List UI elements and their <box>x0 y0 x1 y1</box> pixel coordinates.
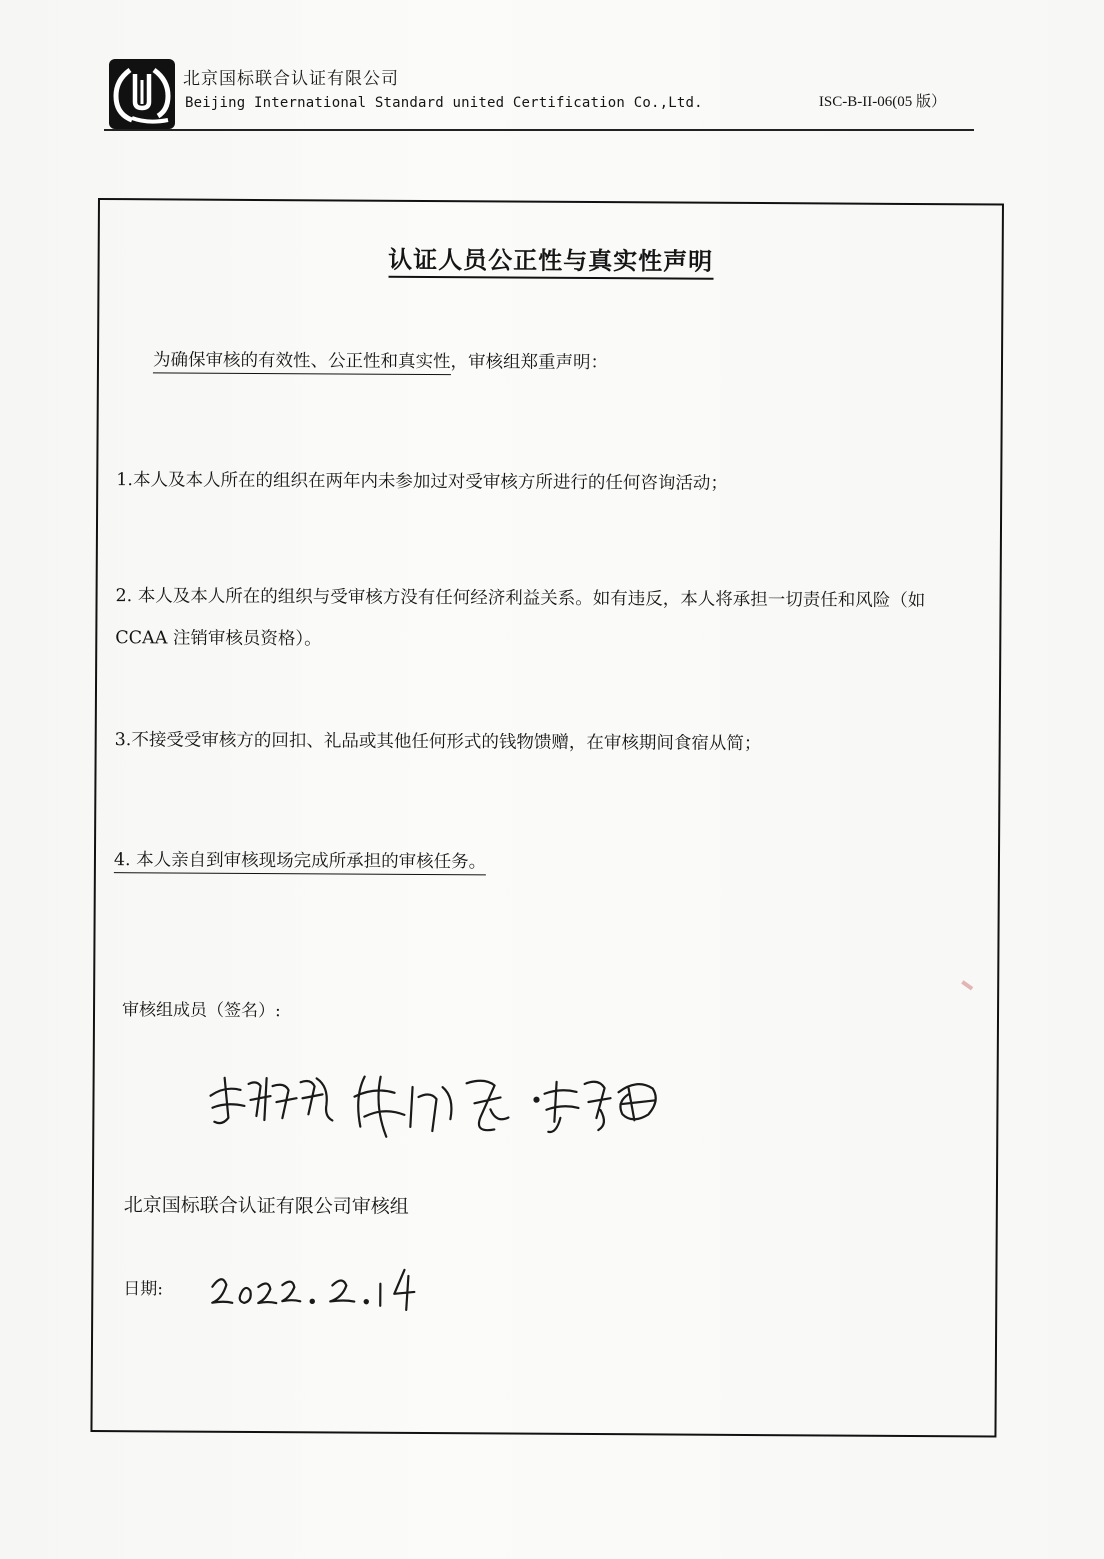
document-code: ISC-B-II-06(05 版） <box>818 94 946 110</box>
scan-artifact <box>961 980 973 990</box>
statement-item-2: 2. 本人及本人所在的组织与受审核方没有任何经济利益关系。如有违反，本人将承担一切责任和风险（如 CCAA 注销审核员资格）。 <box>115 586 926 650</box>
company-logo-icon <box>108 58 176 130</box>
intro-paragraph <box>153 340 1019 385</box>
statement-item-1: 1.本人及本人所在的组织在两年内未参加过对受审核方所进行的任何咨询活动； <box>116 470 729 494</box>
document-title: 认证人员公正性与真实性声明 <box>100 238 1002 279</box>
statement-frame <box>90 198 1004 1438</box>
statement-item-4: 4. 本人亲自到审核现场完成所承担的审核任务。 <box>114 840 980 885</box>
intro-underlined-text: 为确保审核的有效性、公正性和真实性 <box>153 350 451 375</box>
company-name-cn: 北京国标联合认证有限公司 <box>183 69 399 89</box>
audit-team-name: 北京国标联合认证有限公司审核组 <box>123 1194 409 1218</box>
signers-label: 审核组成员（签名）: <box>121 1000 281 1022</box>
statement-item-3: 3.不接受受审核方的回扣、礼品或其他任何形式的钱物馈赠，在审核期间食宿从简； <box>114 730 762 755</box>
header-divider <box>104 129 974 131</box>
company-name-en: Beijing International Standard united Certification Co.,Ltd. <box>185 95 703 111</box>
handwritten-signatures <box>204 1056 685 1169</box>
intro-rest-text: ，审核组郑重声明： <box>450 352 609 374</box>
date-label: 日期: <box>123 1279 164 1300</box>
handwritten-date <box>208 1251 428 1322</box>
